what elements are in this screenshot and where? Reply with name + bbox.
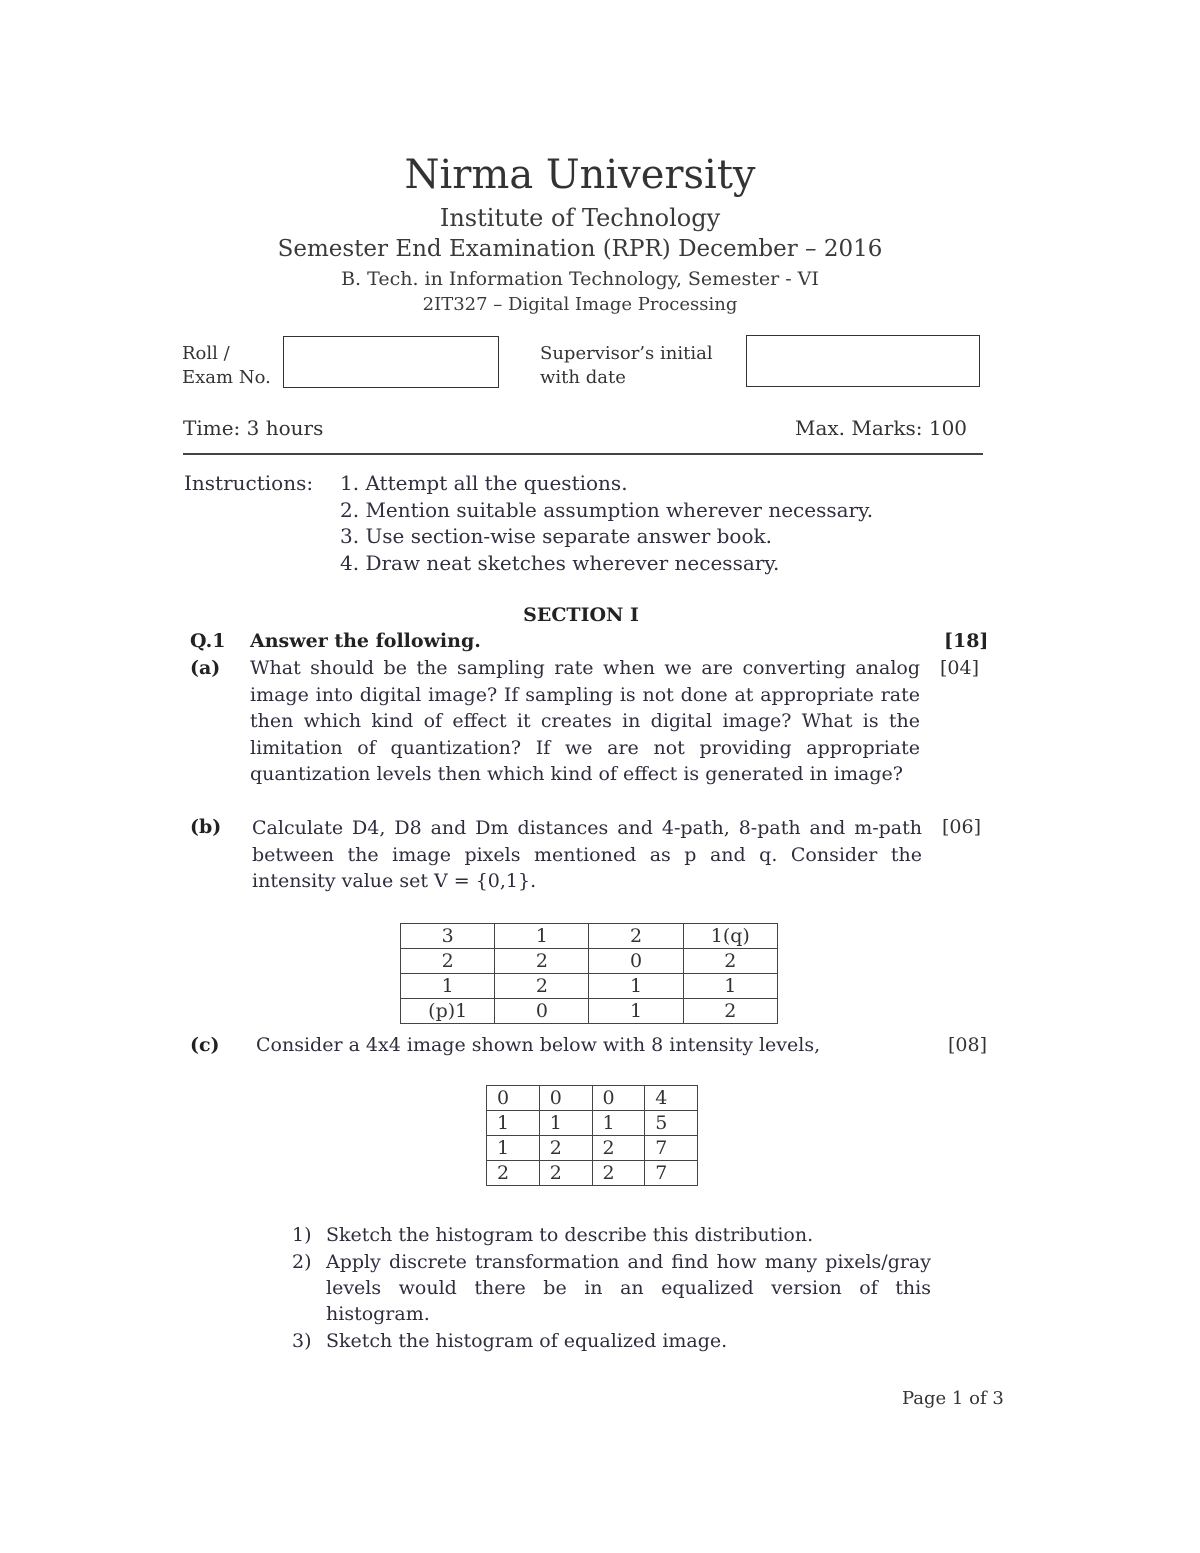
- grid-cell: 2: [495, 974, 589, 999]
- part-a-text: What should be the sampling rate when we are converting analog image into digital image? If sampling is not done at appropriate rate then which kind of effect it creates in digital image? What is the limitation of quantization? If we are not providing appropriate quantization levels then which kind of effect is generated in image?: [250, 657, 920, 785]
- grid-cell: 1: [487, 1136, 540, 1161]
- supervisor-label: Supervisor’s initial with date: [540, 343, 713, 388]
- section-heading: SECTION I: [523, 604, 639, 626]
- grid-cell: 5: [645, 1111, 698, 1136]
- max-marks: Max. Marks: 100: [795, 416, 968, 440]
- page-number: Page 1 of 3: [902, 1388, 1004, 1409]
- grid-cell: 2: [487, 1161, 540, 1186]
- divider-rule: [183, 453, 983, 455]
- grid-cell: 2: [592, 1161, 645, 1186]
- grid-cell: 4: [645, 1086, 698, 1111]
- subitem-3: 3) Sketch the histogram of equalized image.: [292, 1330, 728, 1352]
- grid-cell: 1: [589, 999, 683, 1024]
- grid-cell: 0: [487, 1086, 540, 1111]
- roll-label: Roll / Exam No.: [182, 343, 271, 388]
- grid-cell: 3: [401, 924, 495, 949]
- program-title: B. Tech. in Information Technology, Semester - VI: [341, 268, 819, 290]
- instruction-item: 2. Mention suitable assumption wherever necessary.: [340, 498, 874, 522]
- grid-cell: 1: [487, 1111, 540, 1136]
- pixel-grid-b: [400, 923, 778, 1024]
- grid-cell: 2: [592, 1136, 645, 1161]
- roll-number-box[interactable]: [283, 336, 499, 388]
- grid-cell: 1: [495, 924, 589, 949]
- grid-cell: 2: [401, 949, 495, 974]
- instructions-label: Instructions:: [184, 471, 314, 495]
- grid-cell: 1(q): [683, 924, 777, 949]
- part-c-marks: [08]: [948, 1034, 988, 1056]
- grid-cell: 1: [539, 1111, 592, 1136]
- subitem-1: 1) Sketch the histogram to describe this distribution.: [292, 1224, 814, 1246]
- supervisor-initial-box[interactable]: [746, 335, 980, 387]
- part-b-marks: [06]: [942, 816, 982, 838]
- subitem-2: 2) Apply discrete transformation and find how many pixels/gray levels would there be in an equalized version of this histogram.: [292, 1251, 931, 1325]
- grid-cell: 1: [592, 1111, 645, 1136]
- question-number: Q.1: [190, 630, 226, 652]
- grid-cell: (p)1: [401, 999, 495, 1024]
- part-c-text: Consider a 4x4 image shown below with 8 intensity levels,: [256, 1034, 821, 1056]
- course-title: 2IT327 – Digital Image Processing: [422, 294, 738, 315]
- part-b-text: Calculate D4, D8 and Dm distances and 4-path, 8-path and m-path between the image pixels mentioned as p and q. Consider the intensity value set V = {0,1}.: [252, 817, 922, 892]
- exam-time: Time: 3 hours: [183, 416, 324, 440]
- grid-cell: 2: [589, 924, 683, 949]
- intensity-grid-c: [486, 1085, 698, 1186]
- grid-cell: 2: [539, 1136, 592, 1161]
- grid-cell: 0: [539, 1086, 592, 1111]
- grid-cell: 2: [683, 949, 777, 974]
- part-a-marks: [04]: [940, 657, 980, 679]
- instruction-item: 3. Use section-wise separate answer book.: [340, 524, 772, 548]
- grid-cell: 7: [645, 1136, 698, 1161]
- grid-cell: 0: [589, 949, 683, 974]
- part-a-label: (a): [190, 657, 221, 679]
- university-name: Nirma University: [404, 152, 756, 198]
- part-c-label: (c): [190, 1034, 220, 1056]
- grid-cell: 2: [539, 1161, 592, 1186]
- grid-cell: 1: [589, 974, 683, 999]
- grid-cell: 1: [683, 974, 777, 999]
- question-title: Answer the following.: [250, 630, 481, 652]
- grid-cell: 1: [401, 974, 495, 999]
- part-b-label: (b): [190, 816, 222, 838]
- exam-title: Semester End Examination (RPR) December – 2016: [277, 236, 883, 262]
- grid-cell: 0: [495, 999, 589, 1024]
- grid-cell: 2: [495, 949, 589, 974]
- question-marks: [18]: [944, 630, 989, 652]
- instruction-item: 4. Draw neat sketches wherever necessary.: [340, 551, 780, 575]
- instruction-item: 1. Attempt all the questions.: [340, 471, 628, 495]
- grid-cell: 7: [645, 1161, 698, 1186]
- grid-cell: 0: [592, 1086, 645, 1111]
- grid-cell: 2: [683, 999, 777, 1024]
- institute-name: Institute of Technology: [439, 204, 721, 232]
